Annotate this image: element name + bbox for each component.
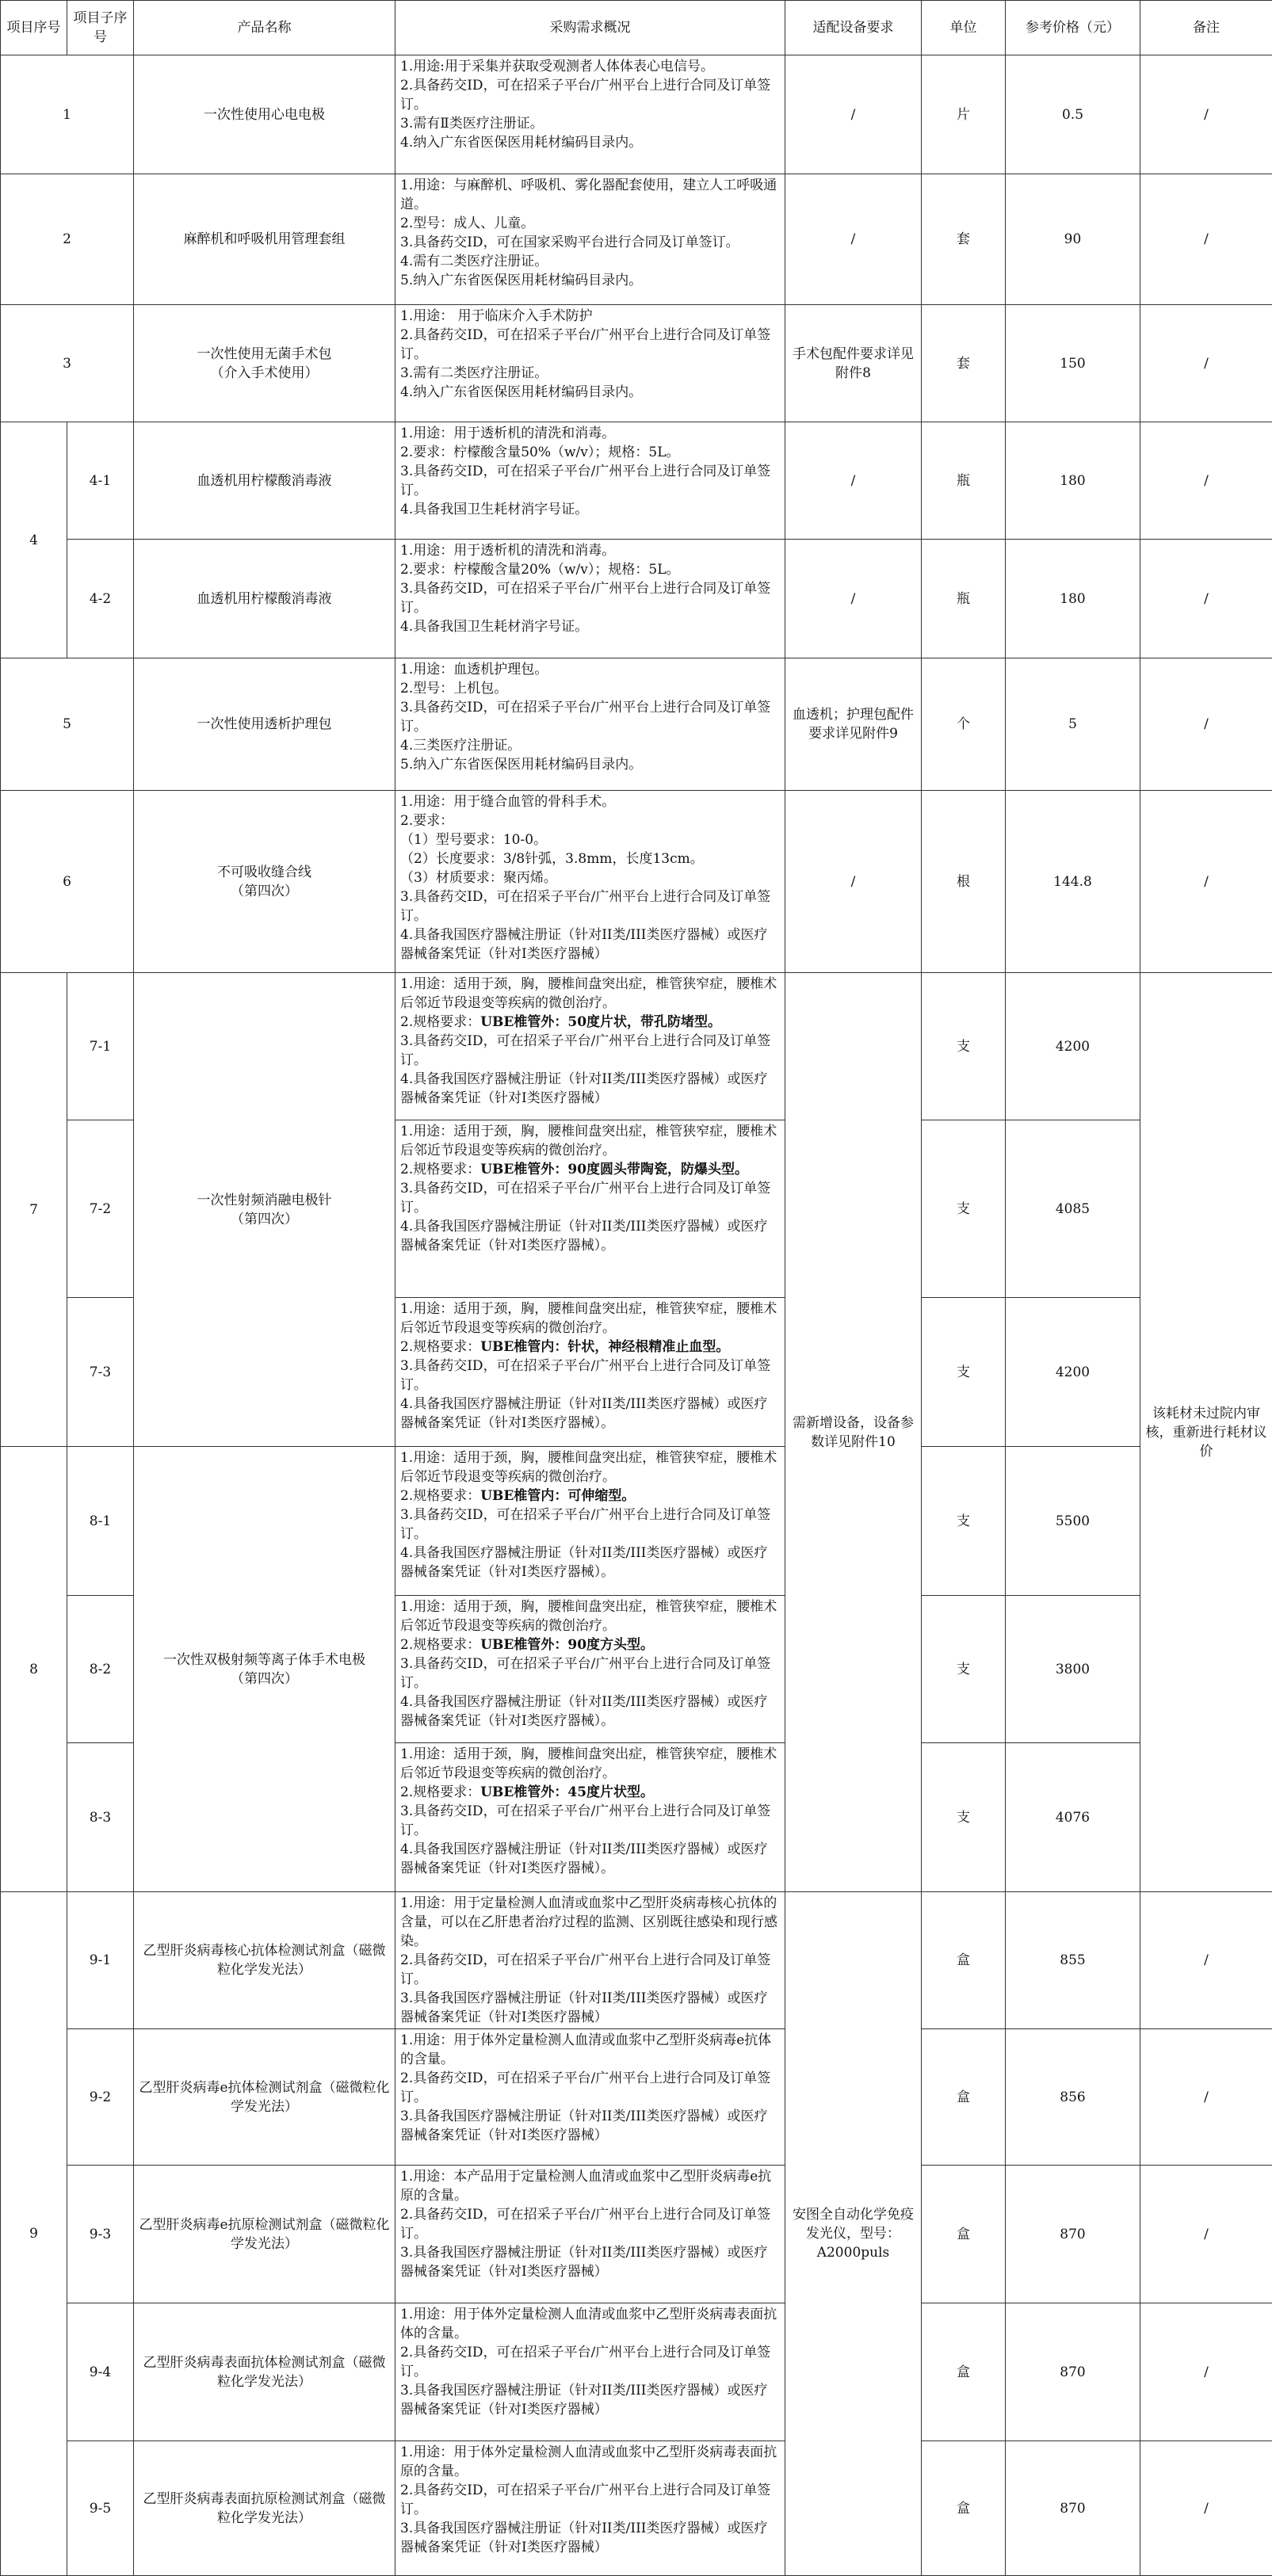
product-name: 乙型肝炎病毒e抗原检测试剂盒（磁微粒化学发光法）	[134, 2166, 395, 2303]
product-name: 一次性射频消融电极针 （第四次）	[134, 973, 395, 1447]
remark: /	[1140, 305, 1272, 422]
requirement-line: 3.具备我国医疗器械注册证（针对II类/III类医疗器械）或医疗器械备案凭证（针对I类医疗器械）	[400, 2519, 778, 2557]
spec-highlight: UBE椎管外：45度片状型。	[480, 1784, 654, 1800]
equipment: /	[785, 540, 922, 658]
equipment: /	[785, 422, 922, 540]
item-no: 6	[1, 791, 134, 973]
requirement-line: 2.具备药交ID，可在招采子平台/广州平台上进行合同及订单签订。	[400, 1951, 778, 1989]
price: 870	[1006, 2303, 1140, 2441]
requirement-line: 1.用途：适用于颈，胸，腰椎间盘突出症，椎管狭窄症，腰椎术后邻近节段退变等疾病的微创治疗。	[400, 1745, 778, 1783]
requirement-line: （1）型号要求：10-0。	[400, 830, 778, 849]
sub-no: 8-1	[67, 1447, 134, 1596]
requirement-line: 2.规格要求：UBE椎管内：可伸缩型。	[400, 1486, 778, 1506]
table-row	[1, 658, 1272, 791]
price: 180	[1006, 422, 1140, 540]
requirements	[395, 1743, 785, 1892]
requirements	[395, 1120, 785, 1298]
requirement-line: 4.具备我国卫生耗材消字号证。	[400, 617, 778, 636]
requirement-line: 3.具备药交ID，可在招采子平台/广州平台上进行合同及订单签订。	[400, 462, 778, 500]
requirement-line: 3.具备药交ID，可在招采子平台/广州平台上进行合同及订单签订。	[400, 1654, 778, 1693]
requirement-line: 4.纳入广东省医保医用耗材编码目录内。	[400, 383, 778, 402]
table-row	[1, 1892, 1272, 2029]
sub-no: 7-3	[67, 1298, 134, 1447]
equipment: 需新增设备，设备参数详见附件10	[785, 973, 922, 1892]
product-name: 一次性双极射频等离子体手术电极 （第四次）	[134, 1447, 395, 1892]
requirement-line: 1.用途：适用于颈，胸，腰椎间盘突出症，椎管狭窄症，腰椎术后邻近节段退变等疾病的微创治疗。	[400, 1299, 778, 1338]
price: 150	[1006, 305, 1140, 422]
requirements	[395, 2029, 785, 2166]
requirement-line: 1.用途：与麻醉机、呼吸机、雾化器配套使用，建立人工呼吸通道。	[400, 176, 778, 214]
price: 4085	[1006, 1120, 1140, 1298]
price: 870	[1006, 2166, 1140, 2303]
item-no: 5	[1, 658, 134, 791]
remark: /	[1140, 658, 1272, 791]
requirement-line: 3.需有二类医疗注册证。	[400, 364, 778, 383]
table-row	[1, 1447, 1272, 1596]
requirement-line: 2.规格要求：UBE椎管内：针状，神经根精准止血型。	[400, 1338, 778, 1357]
table-row	[1, 540, 1272, 658]
header-remark: 备注	[1140, 1, 1272, 55]
header-unit: 单位	[922, 1, 1006, 55]
requirement-line: 3.具备药交ID，可在国家采购平台进行合同及订单签订。	[400, 233, 778, 252]
requirements	[395, 55, 785, 174]
unit: 支	[922, 1120, 1006, 1298]
requirement-line: 1.用途：用于体外定量检测人血清或血浆中乙型肝炎病毒表面抗体的含量。	[400, 2305, 778, 2343]
sub-no: 9-5	[67, 2441, 134, 2576]
requirement-line: 1.用途：用于透析机的清洗和消毒。	[400, 541, 778, 560]
spec-highlight: UBE椎管内：可伸缩型。	[480, 1488, 635, 1504]
requirements	[395, 658, 785, 791]
requirement-line: 2.具备药交ID，可在招采子平台/广州平台上进行合同及订单签订。	[400, 326, 778, 364]
product-name: 乙型肝炎病毒表面抗原检测试剂盒（磁微粒化学发光法）	[134, 2441, 395, 2576]
requirement-line: 3.具备药交ID，可在招采子平台/广州平台上进行合同及订单签订。	[400, 1179, 778, 1217]
product-name: 乙型肝炎病毒核心抗体检测试剂盒（磁微粒化学发光法）	[134, 1892, 395, 2029]
price: 0.5	[1006, 55, 1140, 174]
requirement-line: 1.用途：适用于颈，胸，腰椎间盘突出症，椎管狭窄症，腰椎术后邻近节段退变等疾病的微创治疗。	[400, 1448, 778, 1486]
equipment: /	[785, 174, 922, 305]
item-no: 1	[1, 55, 134, 174]
unit: 片	[922, 55, 1006, 174]
requirements	[395, 1447, 785, 1596]
header-product: 产品名称	[134, 1, 395, 55]
sub-no: 8-3	[67, 1743, 134, 1892]
requirement-line: 1.用途：用于定量检测人血清或血浆中乙型肝炎病毒核心抗体的含量，可以在乙肝患者治疗过程的监测、区别既往感染和现行感染。	[400, 1894, 778, 1951]
table-row	[1, 2166, 1272, 2303]
price: 4200	[1006, 1298, 1140, 1447]
requirement-line: 4.三类医疗注册证。	[400, 736, 778, 755]
item-no: 3	[1, 305, 134, 422]
requirements	[395, 2303, 785, 2441]
requirement-line: 2.具备药交ID，可在招采子平台/广州平台上进行合同及订单签订。	[400, 2069, 778, 2107]
requirement-line: 2.具备药交ID，可在招采子平台/广州平台上进行合同及订单签订。	[400, 2343, 778, 2381]
requirement-line: 1.用途:用于采集并获取受观测者人体体表心电信号。	[400, 57, 778, 76]
requirement-line: 2.具备药交ID，可在招采子平台/广州平台上进行合同及订单签订。	[400, 76, 778, 114]
requirement-line: 4.具备我国医疗器械注册证（针对II类/III类医疗器械）或医疗器械备案凭证（针对I类医疗器械）。	[400, 1217, 778, 1255]
requirement-line: 1.用途：用于透析机的清洗和消毒。	[400, 424, 778, 443]
equipment: 安图全自动化学免疫发光仪，型号：A2000puls	[785, 1892, 922, 2576]
equipment: 血透机；护理包配件要求详见附件9	[785, 658, 922, 791]
sub-no: 4-1	[67, 422, 134, 540]
equipment: /	[785, 791, 922, 973]
sub-no: 8-2	[67, 1596, 134, 1743]
table-row	[1, 422, 1272, 540]
requirement-line: 2.型号：成人、儿童。	[400, 214, 778, 233]
item-no: 9	[1, 1892, 67, 2576]
sub-no: 9-2	[67, 2029, 134, 2166]
unit: 支	[922, 1743, 1006, 1892]
table-row	[1, 2441, 1272, 2576]
product-name: 不可吸收缝合线 （第四次）	[134, 791, 395, 973]
price: 144.8	[1006, 791, 1140, 973]
requirement-line: 3.具备药交ID，可在招采子平台/广州平台上进行合同及订单签订。	[400, 887, 778, 925]
product-name: 乙型肝炎病毒e抗体检测试剂盒（磁微粒化学发光法）	[134, 2029, 395, 2166]
requirements	[395, 2166, 785, 2303]
requirement-line: 3.具备药交ID，可在招采子平台/广州平台上进行合同及订单签订。	[400, 698, 778, 736]
unit: 瓶	[922, 540, 1006, 658]
table-row	[1, 2029, 1272, 2166]
requirement-line: 2.要求：柠檬酸含量20%（w/v）；规格：5L。	[400, 560, 778, 579]
requirement-line: 4.需有二类医疗注册证。	[400, 252, 778, 271]
unit: 支	[922, 1447, 1006, 1596]
table-row	[1, 305, 1272, 422]
requirement-line: 3.具备药交ID，可在招采子平台/广州平台上进行合同及订单签订。	[400, 1802, 778, 1840]
requirement-line: 1.用途：血透机护理包。	[400, 660, 778, 679]
unit: 套	[922, 305, 1006, 422]
price: 180	[1006, 540, 1140, 658]
requirement-line: 2.规格要求：UBE椎管外：90度圆头带陶瓷，防爆头型。	[400, 1160, 778, 1179]
requirement-line: 4.具备我国医疗器械注册证（针对II类/III类医疗器械）或医疗器械备案凭证（针对I类医疗器械）	[400, 1070, 778, 1108]
unit: 个	[922, 658, 1006, 791]
sub-no: 4-2	[67, 540, 134, 658]
product-name: 一次性使用心电电极	[134, 55, 395, 174]
table-row	[1, 973, 1272, 1120]
requirement-line: 4.具备我国医疗器械注册证（针对II类/III类医疗器械）或医疗器械备案凭证（针对I类医疗器械）。	[400, 1395, 778, 1433]
unit: 盒	[922, 2303, 1006, 2441]
product-name: 乙型肝炎病毒表面抗体检测试剂盒（磁微粒化学发光法）	[134, 2303, 395, 2441]
remark: /	[1140, 2303, 1272, 2441]
requirement-line: 2.具备药交ID，可在招采子平台/广州平台上进行合同及订单签订。	[400, 2481, 778, 2519]
requirement-line: （3）材质要求：聚丙烯。	[400, 868, 778, 887]
table-row	[1, 174, 1272, 305]
remark: /	[1140, 540, 1272, 658]
requirement-line: 3.具备我国医疗器械注册证（针对II类/III类医疗器械）或医疗器械备案凭证（针对I类医疗器械）	[400, 2243, 778, 2281]
header-item-no: 项目序号	[1, 1, 67, 55]
price: 90	[1006, 174, 1140, 305]
product-name: 麻醉机和呼吸机用管理套组	[134, 174, 395, 305]
requirement-line: 2.规格要求：UBE椎管外：90度方头型。	[400, 1635, 778, 1654]
requirement-line: 4.具备我国医疗器械注册证（针对II类/III类医疗器械）或医疗器械备案凭证（针对I类医疗器械）。	[400, 1840, 778, 1878]
price: 856	[1006, 2029, 1140, 2166]
unit: 支	[922, 1596, 1006, 1743]
requirement-line: 1.用途：用于体外定量检测人血清或血浆中乙型肝炎病毒表面抗原的含量。	[400, 2443, 778, 2481]
requirement-line: 5.纳入广东省医保医用耗材编码目录内。	[400, 755, 778, 774]
unit: 盒	[922, 2166, 1006, 2303]
remark: /	[1140, 2441, 1272, 2576]
requirement-line: 3.需有Ⅱ类医疗注册证。	[400, 114, 778, 133]
item-no: 8	[1, 1447, 67, 1892]
unit: 根	[922, 791, 1006, 973]
requirements	[395, 305, 785, 422]
remark: /	[1140, 174, 1272, 305]
header-price: 参考价格（元）	[1006, 1, 1140, 55]
unit: 盒	[922, 1892, 1006, 2029]
requirement-line: 3.具备药交ID，可在招采子平台/广州平台上进行合同及订单签订。	[400, 1506, 778, 1544]
header-row	[1, 1, 1272, 55]
price: 870	[1006, 2441, 1140, 2576]
requirement-line: 1.用途：本产品用于定量检测人血清或血浆中乙型肝炎病毒e抗原的含量。	[400, 2167, 778, 2205]
unit: 盒	[922, 2441, 1006, 2576]
requirement-line: 2.要求：	[400, 811, 778, 830]
requirement-line: 3.具备药交ID，可在招采子平台/广州平台上进行合同及订单签订。	[400, 579, 778, 617]
remark: /	[1140, 1892, 1272, 2029]
spec-highlight: UBE椎管外：50度片状，带孔防堵型。	[480, 1014, 721, 1030]
unit: 支	[922, 973, 1006, 1120]
requirement-line: 4.具备我国医疗器械注册证（针对II类/III类医疗器械）或医疗器械备案凭证（针对I类医疗器械）。	[400, 1544, 778, 1582]
requirements	[395, 422, 785, 540]
requirement-line: 4.具备我国卫生耗材消字号证。	[400, 500, 778, 519]
remark: 该耗材未过院内审核，重新进行耗材议价	[1140, 973, 1272, 1892]
requirement-line: 2.规格要求：UBE椎管外：45度片状型。	[400, 1783, 778, 1802]
remark: /	[1140, 791, 1272, 973]
requirement-line: 1.用途：用于缝合血管的骨科手术。	[400, 792, 778, 811]
requirement-line: 1.用途：用于体外定量检测人血清或血浆中乙型肝炎病毒e抗体的含量。	[400, 2031, 778, 2069]
product-name: 血透机用柠檬酸消毒液	[134, 422, 395, 540]
sub-no: 7-1	[67, 973, 134, 1120]
sub-no: 9-1	[67, 1892, 134, 2029]
remark: /	[1140, 55, 1272, 174]
requirements	[395, 1892, 785, 2029]
requirement-line: 2.规格要求：UBE椎管外：50度片状，带孔防堵型。	[400, 1013, 778, 1032]
requirement-line: 1.用途：适用于颈，胸，腰椎间盘突出症，椎管狭窄症，腰椎术后邻近节段退变等疾病的微创治疗。	[400, 1597, 778, 1635]
header-sub-no: 项目子序号	[67, 1, 134, 55]
requirement-line: 3.具备我国医疗器械注册证（针对II类/III类医疗器械）或医疗器械备案凭证（针对I类医疗器械）	[400, 2107, 778, 2145]
requirement-line: 3.具备药交ID，可在招采子平台/广州平台上进行合同及订单签订。	[400, 1357, 778, 1395]
price: 4076	[1006, 1743, 1140, 1892]
product-name: 一次性使用透析护理包	[134, 658, 395, 791]
table-row	[1, 791, 1272, 973]
table-row	[1, 2303, 1272, 2441]
spec-highlight: UBE椎管外：90度圆头带陶瓷，防爆头型。	[480, 1162, 748, 1177]
unit: 套	[922, 174, 1006, 305]
unit: 盒	[922, 2029, 1006, 2166]
requirement-line: 3.具备药交ID，可在招采子平台/广州平台上进行合同及订单签订。	[400, 1032, 778, 1070]
unit: 支	[922, 1298, 1006, 1447]
sub-no: 9-4	[67, 2303, 134, 2441]
sub-no: 9-3	[67, 2166, 134, 2303]
requirement-line: 4.具备我国医疗器械注册证（针对II类/III类医疗器械）或医疗器械备案凭证（针对I类医疗器械）	[400, 925, 778, 964]
requirement-line: 3.具备我国医疗器械注册证（针对II类/III类医疗器械）或医疗器械备案凭证（针对I类医疗器械）	[400, 2381, 778, 2419]
requirements	[395, 1298, 785, 1447]
price: 855	[1006, 1892, 1140, 2029]
table-row	[1, 55, 1272, 174]
unit: 瓶	[922, 422, 1006, 540]
header-requirements: 采购需求概况	[395, 1, 785, 55]
product-name: 血透机用柠檬酸消毒液	[134, 540, 395, 658]
requirement-line: 2.具备药交ID，可在招采子平台/广州平台上进行合同及订单签订。	[400, 2205, 778, 2243]
requirements	[395, 174, 785, 305]
product-name: 一次性使用无菌手术包 （介入手术使用）	[134, 305, 395, 422]
price: 3800	[1006, 1596, 1140, 1743]
item-no: 4	[1, 422, 67, 658]
requirements	[395, 791, 785, 973]
item-no: 2	[1, 174, 134, 305]
spec-highlight: UBE椎管外：90度方头型。	[480, 1637, 654, 1653]
requirement-line: 1.用途： 用于临床介入手术防护	[400, 307, 778, 326]
requirements	[395, 973, 785, 1120]
requirement-line: 3.具备我国医疗器械注册证（针对II类/III类医疗器械）或医疗器械备案凭证（针对I类医疗器械）	[400, 1989, 778, 2027]
equipment: 手术包配件要求详见附件8	[785, 305, 922, 422]
requirements	[395, 1596, 785, 1743]
sub-no: 7-2	[67, 1120, 134, 1298]
equipment: /	[785, 55, 922, 174]
requirement-line: 1.用途：适用于颈，胸，腰椎间盘突出症，椎管狭窄症，腰椎术后邻近节段退变等疾病的微创治疗。	[400, 1122, 778, 1160]
requirement-line: （2）长度要求：3/8针弧，3.8mm，长度13cm。	[400, 849, 778, 868]
remark: /	[1140, 2166, 1272, 2303]
requirements	[395, 2441, 785, 2576]
requirement-line: 4.具备我国医疗器械注册证（针对II类/III类医疗器械）或医疗器械备案凭证（针对I类医疗器械）。	[400, 1693, 778, 1731]
requirements	[395, 540, 785, 658]
requirement-line: 5.纳入广东省医保医用耗材编码目录内。	[400, 271, 778, 290]
header-equipment: 适配设备要求	[785, 1, 922, 55]
spec-highlight: UBE椎管内：针状，神经根精准止血型。	[480, 1339, 729, 1355]
requirement-line: 2.型号：上机包。	[400, 679, 778, 698]
item-no: 7	[1, 973, 67, 1447]
requirement-line: 4.纳入广东省医保医用耗材编码目录内。	[400, 133, 778, 152]
price: 5	[1006, 658, 1140, 791]
requirement-line: 2.要求：柠檬酸含量50%（w/v）；规格：5L。	[400, 443, 778, 462]
remark: /	[1140, 2029, 1272, 2166]
remark: /	[1140, 422, 1272, 540]
price: 5500	[1006, 1447, 1140, 1596]
requirement-line: 1.用途：适用于颈，胸，腰椎间盘突出症，椎管狭窄症，腰椎术后邻近节段退变等疾病的微创治疗。	[400, 975, 778, 1013]
price: 4200	[1006, 973, 1140, 1120]
